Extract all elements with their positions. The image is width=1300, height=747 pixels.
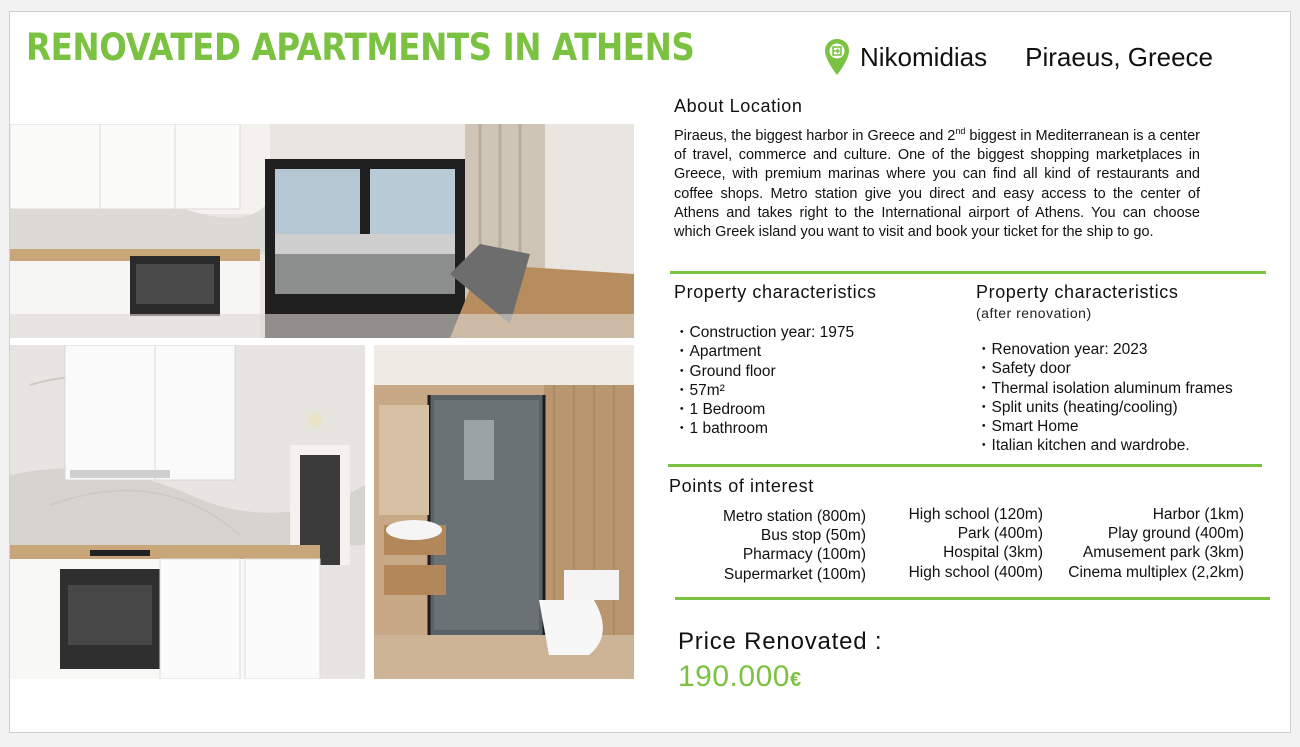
list-item: Bus stop (50m) [760, 527, 866, 545]
list-item: Harbor (1km) [1152, 506, 1244, 523]
list-item: ・ 1 bathroom [674, 419, 854, 438]
page-title: RENOVATED APARTMENTS IN ATHENS [26, 26, 695, 69]
list-item: Supermarket (100m) [723, 565, 866, 583]
about-text: Piraeus, the biggest harbor in Greece and 2nd biggest in Mediterranean is a center of travel, commerce and culture. One of the biggest shopping marketplaces in Greece, with premium marinas where you can find all kind of restaurants and coffee shops. Metro station give you direct and easy access to the center of Athens and takes right to the International airport of Athens. You can choose which Greek island you want to visit and book your ticket for the ship to go. [674, 126, 1200, 241]
price-amount: 190.000 [678, 660, 790, 693]
list-item: ・ Smart Home [976, 417, 1233, 436]
city-name: Piraeus, Greece [1025, 41, 1214, 72]
divider [670, 271, 1266, 274]
list-item: Park (400m) [957, 525, 1043, 543]
brochure-page [9, 11, 1291, 733]
list-item: ・ Ground floor [674, 362, 854, 381]
list-item: ・ Apartment [674, 342, 854, 361]
list-item: Amusement park (3km) [1082, 544, 1244, 562]
property-list [674, 323, 854, 439]
list-item: ・ 57m² [674, 381, 854, 400]
list-item: Cinema multiplex (2,2km) [1068, 563, 1244, 581]
poi-column-3 [1050, 505, 1244, 582]
list-item: ・ 1 Bedroom [674, 400, 854, 419]
poi-column-1 [690, 507, 866, 584]
list-item: Metro station (800m) [723, 508, 866, 525]
divider [668, 464, 1262, 467]
about-heading: About Location [674, 96, 803, 116]
list-item: ・ Renovation year: 2023 [976, 340, 1233, 359]
list-item: ・ Construction year: 1975 [674, 323, 854, 342]
list-item: Hospital (3km) [943, 544, 1043, 562]
renovation-subheading: (after renovation) [976, 305, 1092, 321]
location-pin-icon [824, 38, 850, 76]
poi-heading: Points of interest [669, 476, 814, 496]
list-item: Pharmacy (100m) [742, 546, 866, 564]
renovation-list [976, 340, 1233, 456]
bathroom-photo [374, 345, 634, 679]
list-item: ・ Thermal isolation aluminum frames [976, 379, 1233, 398]
location-header [824, 38, 1213, 76]
renovation-heading: Property characteristics [976, 282, 1179, 302]
list-item: ・ Safety door [976, 359, 1233, 378]
kitchen-photo [10, 345, 365, 679]
divider [675, 597, 1270, 600]
poi-column-2 [882, 505, 1043, 582]
list-item: High school (400m) [908, 563, 1043, 581]
list-item: Play ground (400m) [1107, 525, 1244, 543]
list-item: ・ Split units (heating/cooling) [976, 398, 1233, 417]
street-name: Nikomidias [860, 41, 988, 72]
price-label: Price Renovated : [678, 628, 883, 655]
property-heading: Property characteristics [674, 282, 877, 302]
price-currency: € [789, 669, 802, 691]
living-room-photo [10, 124, 634, 338]
list-item: High school (120m) [908, 506, 1043, 523]
price-value [678, 660, 802, 694]
list-item: ・ Italian kitchen and wardrobe. [976, 436, 1233, 455]
